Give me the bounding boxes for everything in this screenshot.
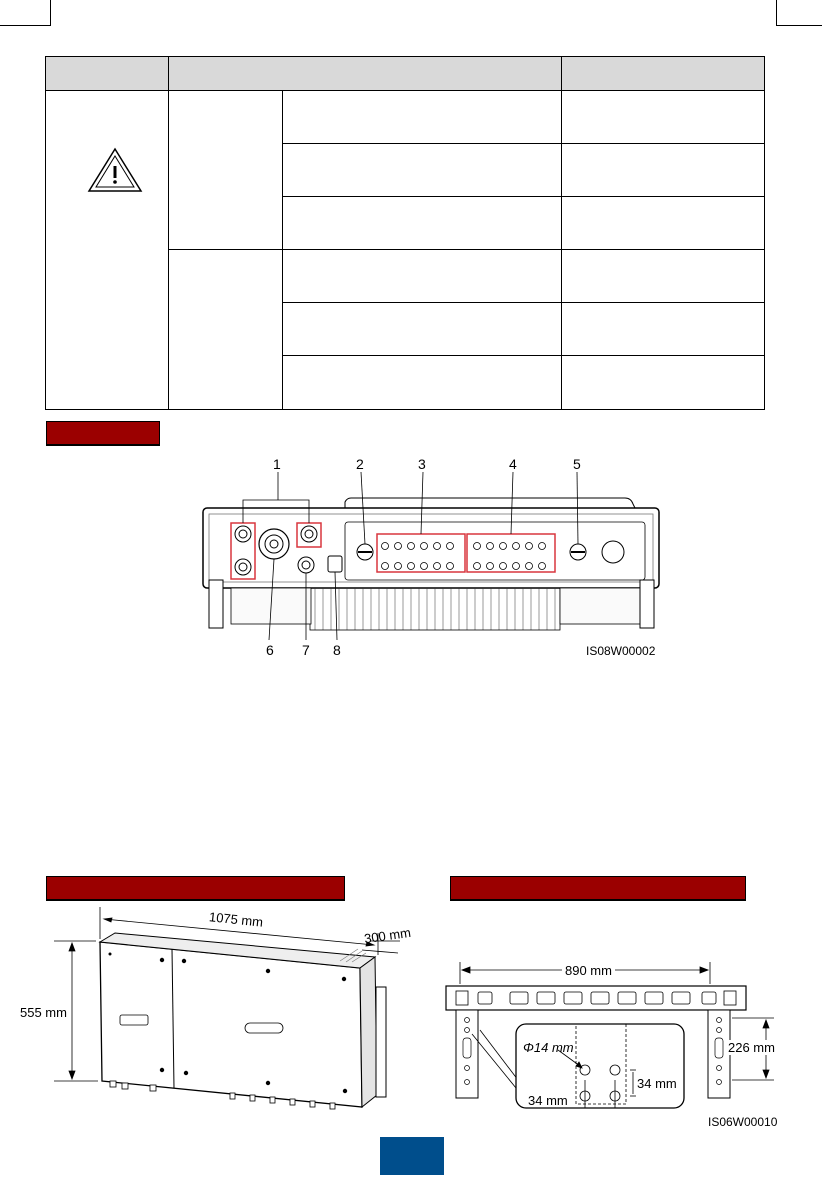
dim-height: 555 mm	[20, 1005, 67, 1020]
dim-bracket-height: 226 mm	[728, 1040, 775, 1055]
dim-hole-spacing-v: 34 mm	[637, 1076, 677, 1091]
inverter-dimensions-figure	[40, 905, 420, 1120]
corner-mark-right	[776, 0, 822, 26]
warning-icon	[86, 146, 144, 194]
corner-mark-left	[0, 0, 51, 26]
dim-hole-diameter: Φ14 mm	[523, 1040, 574, 1055]
figure-code: IS08W00002	[586, 644, 656, 658]
inverter-front-view	[195, 450, 675, 665]
callout-2: 2	[356, 456, 364, 472]
section-bar-front	[46, 421, 160, 446]
page-number-badge	[380, 1137, 444, 1175]
section-bar-dimensions	[46, 876, 345, 901]
dim-depth: 300 mm	[363, 924, 412, 947]
callout-7: 7	[302, 642, 310, 658]
callout-5: 5	[573, 456, 581, 472]
callout-3: 3	[418, 456, 426, 472]
callout-8: 8	[333, 642, 341, 658]
callout-4: 4	[509, 456, 517, 472]
section-bar-bracket	[450, 876, 746, 901]
dim-width: 1075 mm	[208, 909, 264, 930]
dim-hole-spacing-h: 34 mm	[528, 1093, 568, 1108]
table-header-bg	[46, 57, 764, 90]
callout-6: 6	[266, 642, 274, 658]
dim-bracket-width: 890 mm	[562, 963, 615, 978]
figure-code-bracket: IS06W00010	[708, 1115, 778, 1129]
callout-1: 1	[273, 456, 281, 472]
